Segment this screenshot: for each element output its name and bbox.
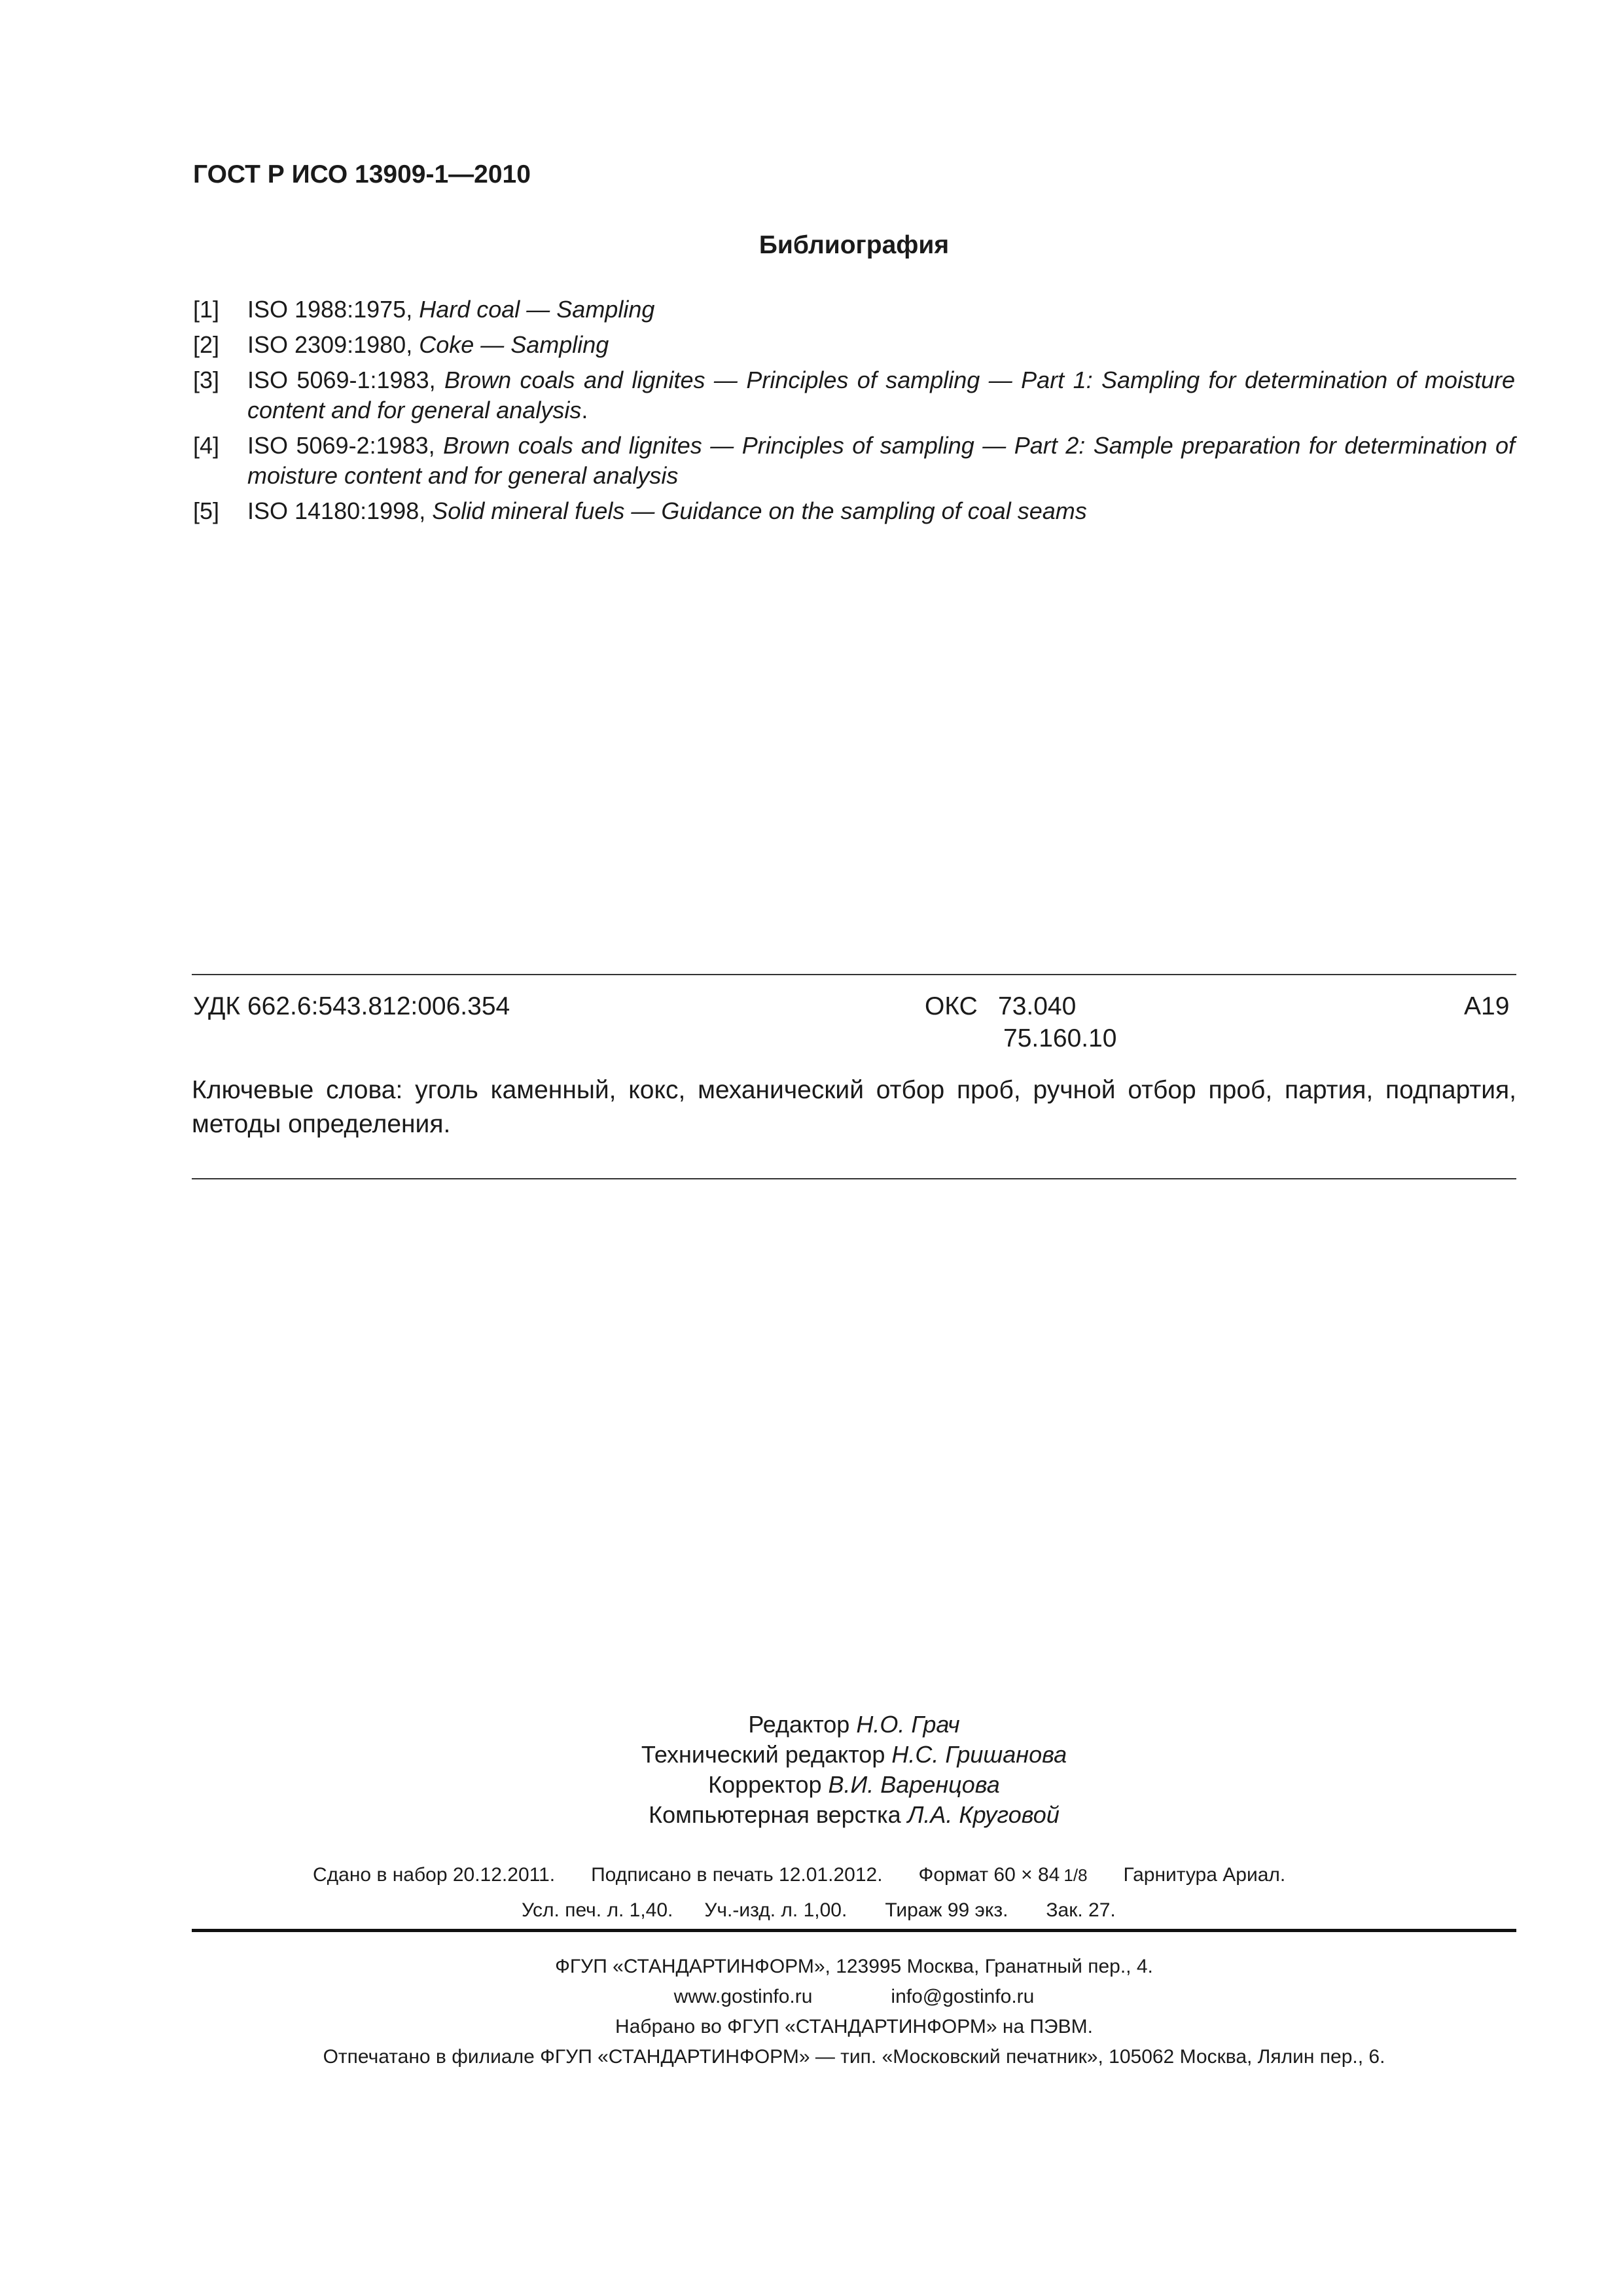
credit-person: Н.С. Гришанова xyxy=(891,1741,1067,1768)
bib-title: Coke — Sampling xyxy=(419,331,609,358)
imprint-line-2 xyxy=(522,1895,1116,1926)
bib-code: ISO 1988:1975, xyxy=(247,296,419,323)
publisher-sheets: Уч.-изд. л. 1,00. xyxy=(704,1899,847,1921)
bibliography-item xyxy=(193,431,1515,491)
bib-number: [4] xyxy=(193,432,220,459)
bib-entry xyxy=(247,365,1515,425)
bib-title: Brown coals and lignites — Principles of sampling — Part 2: Sample preparation for determination of moisture content and for general analysis xyxy=(247,432,1515,489)
divider-bottom xyxy=(192,1178,1516,1179)
publisher-address: ФГУП «СТАНДАРТИНФОРМ», 123995 Москва, Гранатный пер., 4. xyxy=(555,1956,1153,1977)
bib-entry xyxy=(247,295,1515,325)
credit-person: В.И. Варенцова xyxy=(828,1771,1000,1798)
credit-role: Редактор xyxy=(748,1711,857,1738)
bibliography-item xyxy=(193,330,1515,360)
section-title: Библиография xyxy=(758,231,950,259)
print-format: Формат 60 × 84 xyxy=(918,1864,1060,1886)
bib-title: Hard coal — Sampling xyxy=(419,296,655,323)
website-link[interactable]: www.gostinfo.ru xyxy=(673,1986,813,2007)
bibliography-list xyxy=(193,295,1515,531)
document-code: ГОСТ Р ИСО 13909-1—2010 xyxy=(193,160,531,188)
footer-divider xyxy=(192,1929,1516,1932)
printed-note: Отпечатано в филиале ФГУП «СТАНДАРТИНФОРМ» — тип. «Московский печатник», 105062 Москва, Лялин пер., 6. xyxy=(323,2046,1385,2068)
bibliography-item xyxy=(193,496,1515,526)
bib-number: [2] xyxy=(193,331,220,358)
credit-person: Л.А. Круговой xyxy=(907,1801,1060,1828)
signed-date: Подписано в печать 12.01.2012. xyxy=(591,1864,883,1886)
bib-entry xyxy=(247,330,1515,360)
bibliography-item xyxy=(193,295,1515,325)
divider-top xyxy=(192,974,1516,975)
bib-code: ISO 5069-1:1983, xyxy=(247,367,445,393)
oks-label: ОКС xyxy=(925,992,978,1020)
bib-entry xyxy=(247,496,1515,526)
bib-title: Solid mineral fuels — Guidance on the sampling of coal seams xyxy=(432,497,1087,524)
bib-suffix: . xyxy=(581,397,588,423)
credit-role: Компьютерная верстка xyxy=(649,1801,908,1828)
bib-code: ISO 5069-2:1983, xyxy=(247,432,444,459)
credit-layout xyxy=(0,1800,1623,1830)
credit-role: Технический редактор xyxy=(641,1741,892,1768)
oks-code-1: 73.040 xyxy=(998,992,1077,1020)
keywords: Ключевые слова: уголь каменный, кокс, механический отбор проб, ручной отбор проб, партия, подпартия, методы определения. xyxy=(192,1076,1516,1138)
bib-title: Brown coals and lignites — Principles of sampling — Part 1: Sampling for determination of moisture content and for general analysis xyxy=(247,367,1515,423)
print-sheets: Усл. печ. л. 1,40. xyxy=(522,1899,673,1921)
bib-code: ISO 14180:1998, xyxy=(247,497,433,524)
bib-number: [3] xyxy=(193,367,220,393)
typeset-note: Набрано во ФГУП «СТАНДАРТИНФОРМ» на ПЭВМ. xyxy=(615,2016,1093,2037)
group-code: А19 xyxy=(1464,992,1510,1020)
credit-tech-editor xyxy=(0,1740,1623,1770)
udk-code: УДК 662.6:543.812:006.354 xyxy=(193,992,510,1020)
bib-number: [5] xyxy=(193,497,220,524)
bib-number: [1] xyxy=(193,296,220,323)
credit-proofreader xyxy=(0,1770,1623,1800)
format-fraction: 1/8 xyxy=(1063,1865,1088,1885)
imprint-line-1 xyxy=(313,1859,1285,1891)
circulation: Тираж 99 экз. xyxy=(885,1899,1008,1921)
bibliography-item xyxy=(193,365,1515,425)
bib-entry xyxy=(247,431,1515,491)
credit-editor xyxy=(0,1710,1623,1740)
oks-code-2: 75.160.10 xyxy=(1003,1024,1117,1052)
credit-person: Н.О. Грач xyxy=(856,1711,960,1738)
credit-role: Корректор xyxy=(708,1771,829,1798)
email-link[interactable]: info@gostinfo.ru xyxy=(891,1986,1035,2007)
contacts-line xyxy=(0,1982,1623,2012)
typeface: Гарнитура Ариал. xyxy=(1123,1864,1286,1886)
order-number: Зак. 27. xyxy=(1046,1899,1116,1921)
submitted-date: Сдано в набор 20.12.2011. xyxy=(313,1864,556,1886)
bib-code: ISO 2309:1980, xyxy=(247,331,419,358)
